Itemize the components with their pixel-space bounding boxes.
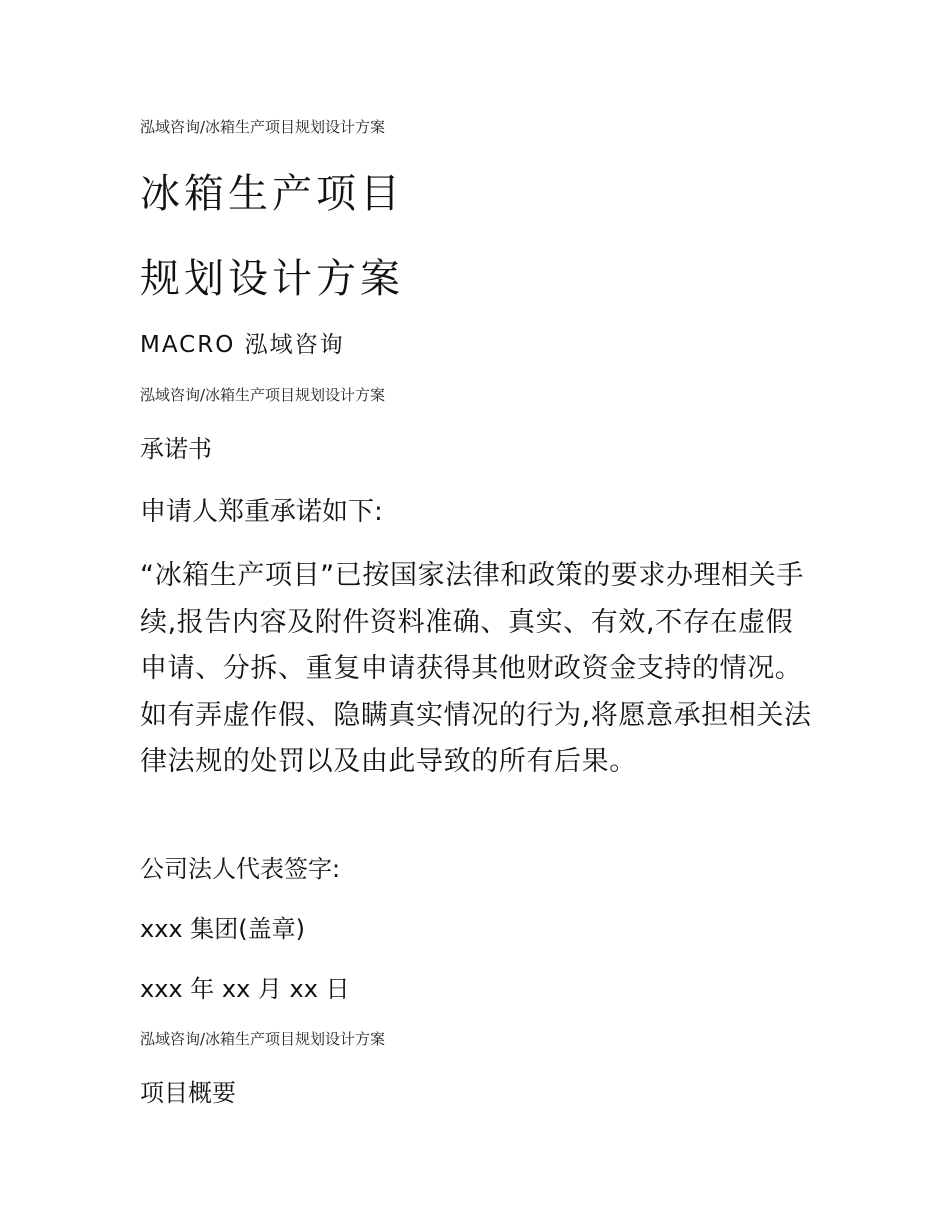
cover-title-line-1: 冰箱生产项目 <box>140 171 404 217</box>
running-header: 泓域咨询/冰箱生产项目规划设计方案 <box>140 386 386 404</box>
signature-label: 公司法人代表签字: <box>140 855 341 883</box>
commitment-intro: 申请人郑重承诺如下: <box>140 497 383 527</box>
cover-title-line-2: 规划设计方案 <box>140 256 404 302</box>
running-header: 泓域咨询/冰箱生产项目规划设计方案 <box>140 118 386 136</box>
brand-name: MACRO 泓域咨询 <box>140 332 345 358</box>
running-header: 泓域咨询/冰箱生产项目规划设计方案 <box>140 1030 386 1048</box>
section-heading-overview: 项目概要 <box>140 1079 236 1107</box>
company-seal: xxx 集团(盖章) <box>140 915 305 943</box>
commitment-body: “冰箱生产项目”已按国家法律和政策的要求办理相关手续,报告内容及附件资料准确、真实、有效,不存在虚假申请、分拆、重复申请获得其他财政资金支持的情况。如有弄虚作假、隐瞒真实情况的行为,将愿意承担相关法律法规的处罚以及由此导致的所有后果。 <box>140 560 812 778</box>
signing-date: xxx 年 xx 月 xx 日 <box>140 975 350 1003</box>
section-heading-commitment: 承诺书 <box>140 435 212 463</box>
